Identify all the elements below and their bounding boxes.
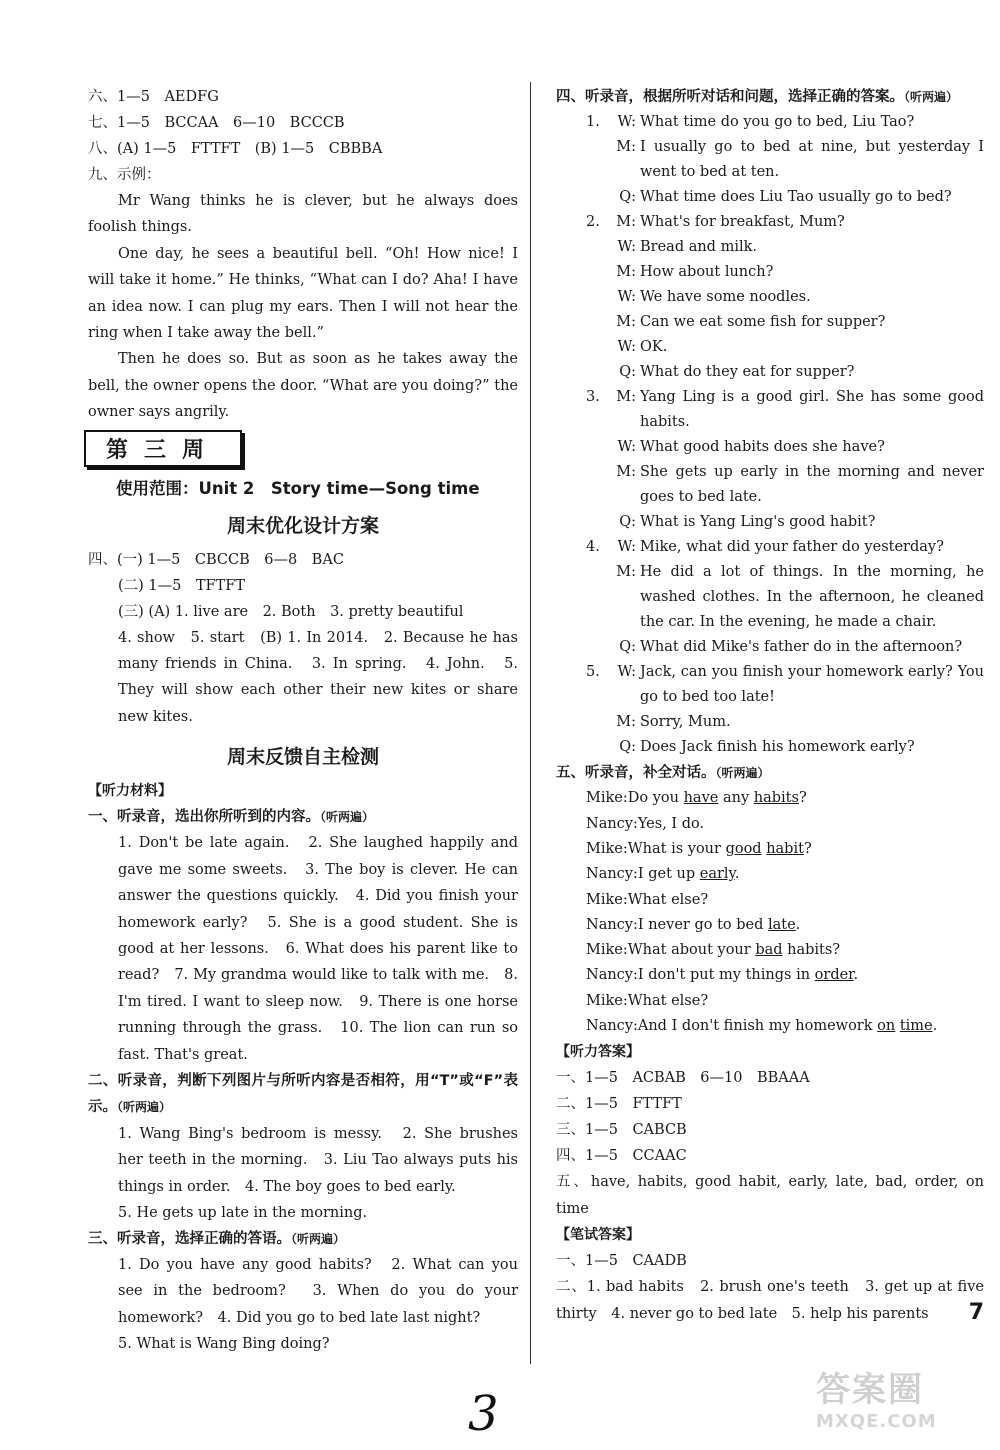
- dialogue-number: [586, 185, 614, 210]
- dialogue-text: Mike, what did your father do yesterday?: [640, 539, 944, 556]
- dialogue-text: Can we eat some fish for supper?: [640, 314, 886, 331]
- dialogue-line: [586, 385, 984, 435]
- answer-line: 五、have, habits, good habit, early, late, bad, order, on time: [556, 1174, 984, 1217]
- dialogue-text: What else?: [627, 992, 709, 1009]
- page-number: 7: [968, 1300, 984, 1325]
- fill-dialogue-line: [586, 963, 984, 988]
- speaker-label: M:: [616, 214, 636, 231]
- filled-answer: good: [725, 841, 762, 857]
- story-paragraph: Mr Wang thinks he is clever, but he always does foolish things.: [88, 193, 518, 236]
- watermark-url: MXQE.COM: [816, 1411, 937, 1432]
- dialogue-text: She gets up early in the morning and never goes to bed late.: [640, 464, 984, 506]
- dialogue-text: Bread and milk.: [640, 239, 757, 256]
- dialogue-line: [586, 285, 984, 310]
- dialogue-text: He did a lot of things. In the morning, he washed clothes. In the afternoon, he cleaned the car. In the evening, he made a chair.: [640, 564, 984, 631]
- dialogue-line: [586, 735, 984, 760]
- listening-script: 1. Wang Bing's bedroom is messy. 2. She brushes her teeth in the morning. 3. Liu Tao always puts his things in order. 4. The boy goes to bed early.: [118, 1125, 518, 1195]
- speaker-label: W:: [617, 439, 636, 456]
- speaker-label: W:: [617, 289, 636, 306]
- dialogue-list: [556, 110, 984, 760]
- speaker-label: M:: [616, 714, 636, 731]
- fill-dialogue-line: [586, 1014, 984, 1039]
- dialogue-text: We have some noodles.: [640, 289, 811, 306]
- dialogue-text: What time do you go to bed, Liu Tao?: [640, 114, 915, 131]
- dialogue-number: [586, 510, 614, 535]
- written-answers-title: 【笔试答案】: [556, 1227, 640, 1244]
- listening-script: 5. What is Wang Bing doing?: [118, 1336, 330, 1353]
- dialogue-number: [586, 135, 614, 185]
- dialogue-text: Jack, can you finish your homework early? You go to bed too late!: [640, 664, 984, 706]
- speaker-label: Mike:: [586, 942, 628, 959]
- watermark-logo-text: 答案圈: [816, 1370, 924, 1410]
- dialogue-text: Yang Ling is a good girl. She has some good habits.: [640, 389, 984, 431]
- question-title: [88, 1226, 518, 1252]
- filled-answer: bad: [755, 942, 783, 959]
- speaker-label: Mike:: [586, 992, 628, 1009]
- fill-dialogue-line: [586, 989, 984, 1014]
- question-title: [88, 1068, 518, 1121]
- listening-script: 1. Don't be late again. 2. She laughed happily and gave me some sweets. 3. The boy is clever. He can answer the questions quickly. 4. Did you finish your homework early? 5. She is a good student. She is good at her lessons. 6. What does his parent like to read? 7. My grandma would like to talk with me. 8. I'm tired. I want to sleep now. 9. There is one horse running through the grass. 10. The lion can run so fast. That's great.: [118, 835, 518, 1063]
- week-label: 第三周: [84, 430, 242, 467]
- dialogue-line: [586, 260, 984, 285]
- listening-script: 5. He gets up late in the morning.: [118, 1204, 368, 1221]
- dialogue-number: [586, 360, 614, 385]
- filled-answer: time: [899, 1018, 933, 1035]
- speaker-label: Q:: [619, 514, 636, 531]
- dialogue-text: What is your: [627, 841, 726, 857]
- speaker-label: Nancy:: [586, 1018, 638, 1035]
- dialogue-line: [586, 310, 984, 335]
- dialogue-text: .: [932, 1018, 938, 1035]
- answer-line: 八、(A) 1—5 FTTFT (B) 1—5 CBBBA: [88, 141, 383, 157]
- dialogue-text: What's for breakfast, Mum?: [640, 214, 845, 231]
- dialogue-line: [586, 635, 984, 660]
- answer-paragraph: 4. show 5. start (B) 1. In 2014. 2. Because he has many friends in China. 3. In spring. 4. John. 5. They will show each other their new kites or share new kites.: [118, 629, 518, 725]
- question-title: [556, 84, 984, 110]
- answer-line: 四、1—5 CCAAC: [556, 1148, 687, 1165]
- dialogue-text: ?: [798, 790, 807, 807]
- dialogue-number: [586, 260, 614, 285]
- speaker-label: W:: [617, 664, 636, 681]
- answer-line: (三) (A) 1. live are 2. Both 3. pretty beautiful: [118, 603, 464, 620]
- dialogue-line: [586, 235, 984, 260]
- listen-twice-note: （听两遍）: [291, 1231, 346, 1246]
- question-title-text: 三、听录音，选择正确的答语。: [88, 1230, 291, 1247]
- question-title: [556, 760, 984, 786]
- speaker-label: M:: [616, 139, 636, 156]
- fill-dialogue-line: [586, 913, 984, 938]
- speaker-label: Nancy:: [586, 866, 638, 883]
- speaker-label: M:: [616, 564, 636, 581]
- dialogue-number: [586, 285, 614, 310]
- fill-dialogue-line: [586, 938, 984, 963]
- dialogue-number: [586, 335, 614, 360]
- listen-twice-note: （听两遍）: [715, 766, 770, 781]
- handwritten-mark: 3: [468, 1386, 499, 1442]
- dialogue-line: [586, 435, 984, 460]
- dialogue-text: Do you: [627, 790, 684, 807]
- section-heading: 周末优化设计方案: [226, 514, 379, 537]
- dialogue-line: [586, 360, 984, 385]
- speaker-label: W:: [617, 539, 636, 556]
- speaker-label: Mike:: [586, 790, 628, 807]
- filled-answer: have: [683, 790, 719, 807]
- dialogue-text: OK.: [640, 339, 668, 356]
- fill-dialogue-line: [586, 837, 984, 862]
- dialogue-number: [586, 310, 614, 335]
- story-paragraph: One day, he sees a beautiful bell. “Oh! How nice! I will take it home.” He thinks, “What can I do? Aha! I have an idea now. I can plug my ears. Then I will not hear the ring when I take away the bell.”: [88, 245, 518, 342]
- listen-twice-note: （听两遍）: [904, 90, 959, 104]
- dialogue-line: [586, 335, 984, 360]
- dialogue-text: I get up: [637, 866, 700, 883]
- dialogue-text: Yes, I do.: [637, 815, 705, 832]
- column-divider: [530, 82, 531, 1364]
- listening-answers-title: 【听力答案】: [556, 1044, 640, 1061]
- fill-dialogue-line: [586, 888, 984, 913]
- dialogue-text: I usually go to bed at nine, but yesterday I went to bed at ten.: [640, 139, 984, 181]
- question-title-text: 五、听录音，补全对话。: [556, 765, 716, 782]
- dialogue-number: [586, 735, 614, 760]
- right-column: [556, 84, 984, 1327]
- dialogue-number: [586, 235, 614, 260]
- dialogue-line: [586, 210, 984, 235]
- filled-answer: early: [699, 866, 735, 883]
- dialogue-line: [586, 185, 984, 210]
- speaker-label: M:: [616, 314, 636, 331]
- speaker-label: Q:: [619, 639, 636, 656]
- dialogue-text: ?: [803, 841, 812, 857]
- answer-line: 三、1—5 CABCB: [556, 1122, 687, 1139]
- section-heading: 周末反馈自主检测: [226, 746, 379, 769]
- question-title-text: 四、听录音，根据所听对话和问题，选择正确的答案。: [556, 89, 904, 105]
- dialogue-number: 1.: [586, 114, 600, 131]
- dialogue-line: [586, 660, 984, 710]
- dialogue-text: What do they eat for supper?: [640, 364, 855, 381]
- dialogue-number: 5.: [586, 664, 600, 681]
- dialogue-text: .: [853, 967, 859, 984]
- dialogue-number: [586, 635, 614, 660]
- dialogue-text: How about lunch?: [640, 264, 774, 281]
- dialogue-text: I don't put my things in: [637, 967, 815, 984]
- speaker-label: Nancy:: [586, 967, 638, 984]
- dialogue-line: [586, 135, 984, 185]
- dialogue-number: [586, 435, 614, 460]
- filled-answer: habits: [753, 790, 799, 807]
- question-title: [88, 804, 518, 830]
- watermark-logo: [816, 1362, 976, 1442]
- dialogue-text: And I don't finish my homework: [637, 1018, 878, 1035]
- dialogue-text: What time does Liu Tao usually go to bed?: [640, 189, 952, 206]
- dialogue-line: [586, 110, 984, 135]
- speaker-label: M:: [616, 389, 636, 406]
- dialogue-text: Sorry, Mum.: [640, 714, 731, 731]
- dialogue-text: Does Jack finish his homework early?: [640, 739, 915, 756]
- listen-twice-note: （听两遍）: [117, 1100, 172, 1115]
- speaker-label: W:: [617, 339, 636, 356]
- fill-dialogue-line: [586, 786, 984, 811]
- speaker-label: Mike:: [586, 841, 628, 857]
- dialogue-line: [586, 460, 984, 510]
- dialogue-line: [586, 560, 984, 635]
- speaker-label: Q:: [619, 739, 636, 756]
- speaker-label: M:: [616, 264, 636, 281]
- dialogue-number: 2.: [586, 214, 600, 231]
- dialogue-text: What good habits does she have?: [640, 439, 885, 456]
- dialogue-text: What did Mike's father do in the afternoon?: [640, 639, 963, 656]
- answer-line: 二、1. bad habits 2. brush one's teeth 3. get up at five thirty 4. never go to bed late 5. help his parents: [556, 1279, 984, 1322]
- dialogue-line: [586, 510, 984, 535]
- speaker-label: Nancy:: [586, 916, 638, 933]
- dialogue-number: 3.: [586, 389, 600, 406]
- story-paragraph: Then he does so. But as soon as he takes away the bell, the owner opens the door. “What are you doing?” the owner says angrily.: [88, 351, 518, 421]
- dialogue-text: What is Yang Ling's good habit?: [640, 514, 876, 531]
- speaker-label: Q:: [619, 189, 636, 206]
- dialogue-text: .: [795, 916, 801, 933]
- dialogue-text: any: [718, 790, 754, 807]
- answer-line: 一、1—5 CAADB: [556, 1253, 687, 1270]
- fill-dialogue-line: [586, 862, 984, 887]
- dialogue-number: [586, 710, 614, 735]
- dialogue-line: [586, 710, 984, 735]
- dialogue-number: [586, 460, 614, 510]
- filled-answer: habit: [766, 841, 804, 857]
- dialogue-text: .: [734, 866, 740, 883]
- usage-scope: 使用范围：Unit 2 Story time—Song time: [116, 478, 480, 498]
- fill-dialogue-line: [586, 812, 984, 837]
- dialogue-text: What else?: [627, 891, 709, 908]
- dialogue-number: [586, 560, 614, 635]
- answer-line: 七、1—5 BCCAA 6—10 BCCCB: [88, 115, 345, 131]
- answer-line: 一、1—5 ACBAB 6—10 BBAAA: [556, 1070, 810, 1087]
- dialogue-text: I never go to bed: [637, 916, 768, 933]
- answer-line: (二) 1—5 TFTFT: [118, 577, 246, 594]
- dialogue-text: What about your: [627, 942, 756, 959]
- answer-line: 六、1—5 AEDFG: [88, 89, 219, 105]
- speaker-label: Nancy:: [586, 815, 638, 832]
- speaker-label: Mike:: [586, 891, 628, 908]
- question-title-text: 二、听录音，判断下列图片与所听内容是否相符，用“T”或“F”表示。: [88, 1072, 518, 1116]
- listen-twice-note: （听两遍）: [320, 810, 375, 825]
- dialogue-text: habits?: [782, 942, 841, 959]
- filled-answer: late: [768, 916, 796, 933]
- answer-line: 二、1—5 FTTFT: [556, 1096, 682, 1113]
- answer-line: 九、示例：: [88, 167, 161, 183]
- fill-dialogue: [556, 786, 984, 1039]
- speaker-label: W:: [617, 114, 636, 131]
- filled-answer: on: [877, 1018, 896, 1035]
- question-title-text: 一、听录音，选出你所听到的内容。: [88, 809, 320, 826]
- filled-answer: order: [814, 967, 854, 984]
- speaker-label: Q:: [619, 364, 636, 381]
- answer-line: 四、(一) 1—5 CBCCB 6—8 BAC: [88, 551, 344, 568]
- dialogue-line: [586, 535, 984, 560]
- listening-material-title: 【听力材料】: [88, 783, 172, 800]
- speaker-label: W:: [617, 239, 636, 256]
- dialogue-number: 4.: [586, 539, 600, 556]
- speaker-label: M:: [616, 464, 636, 481]
- listening-script: 1. Do you have any good habits? 2. What can you see in the bedroom? 3. When do you do your homework? 4. Did you go to bed late last night?: [118, 1256, 518, 1326]
- left-column: [88, 84, 518, 1357]
